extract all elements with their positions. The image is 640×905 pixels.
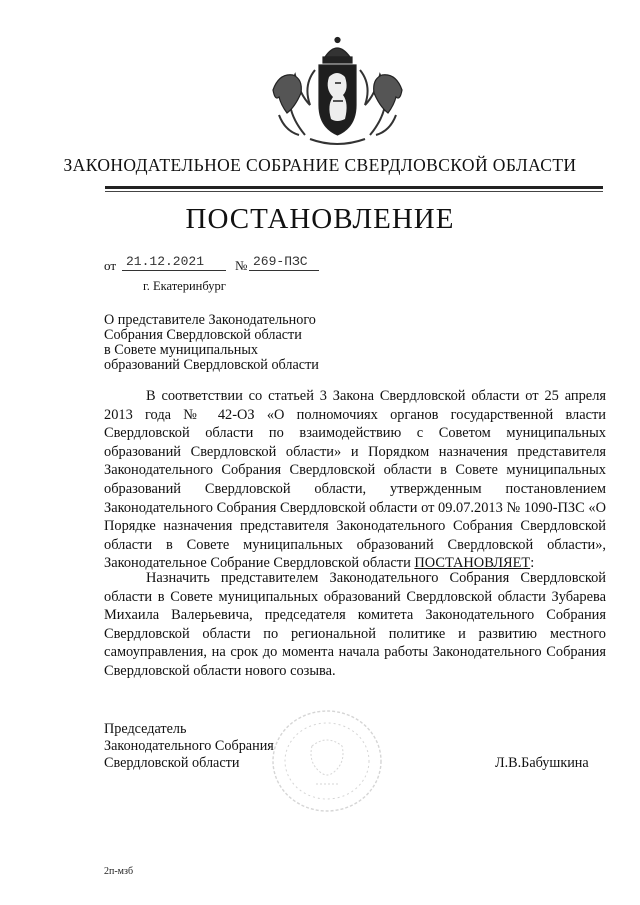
body-paragraph-preamble — [104, 387, 606, 573]
subject-block — [104, 313, 404, 373]
number-label: № — [235, 258, 248, 273]
subject-line: О представителе Законодательного — [104, 312, 316, 328]
coat-of-arms-emblem — [265, 35, 410, 153]
signatory-position-line: Свердловской области — [104, 755, 240, 771]
document-code: 2п-мзб — [104, 866, 134, 877]
resolves-keyword: ПОСТАНОВЛЯЕТ — [414, 555, 531, 572]
signatory-position-line: Председатель — [104, 721, 187, 737]
number-value: 269-ПЗС — [249, 254, 319, 271]
preamble-end: : — [530, 555, 535, 572]
organization-title: ЗАКОНОДАТЕЛЬНОЕ СОБРАНИЕ СВЕРДЛОВСКОЙ ОБЛАСТИ — [63, 155, 577, 175]
signatory-position-line: Законодательного Собрания — [104, 738, 274, 754]
header-divider-thick — [105, 186, 603, 189]
date-value: 21.12.2021 — [122, 254, 226, 271]
date-label: от — [104, 258, 117, 273]
document-type-heading: ПОСТАНОВЛЕНИЕ — [185, 203, 455, 235]
preamble-text: В соответствии со статьей 3 Закона Свердловской области от 25 апреля 2013 года № 42-ОЗ «О полномочиях органов государственной власти Свердловской области по взаимодействию с Советом муниципальных образований Свердловской области» и Порядком назначения представителя Законодательного Собрания Свердловской области в Совете муниципальных образований Свердловской области, утвержденным постановлением Законодательного Собрания Свердловской области от 09.07.2013 № 1090-ПЗС «О Порядке назначения представителя Законодательного Собрания Свердловской области в Совете муниципальных образований Свердловской области», Законодательное Собрание Свердловской области — [104, 388, 606, 572]
official-seal-stamp — [268, 706, 386, 816]
body-paragraph-appointment: Назначить представителем Законодательного Собрания Свердловской области в Совете муниципальных образований Свердловской области Зубарева Михаила Валерьевича, председателя комитета Законодательного Собрания Свердловской области по региональной политике и развитию местного самоуправления, на срок до момента начала работы Законодательного Собрания Свердловской области нового созыва. — [104, 570, 606, 679]
header-divider-thin — [105, 191, 603, 192]
subject-line: в Совете муниципальных — [104, 342, 258, 358]
subject-line: образований Свердловской области — [104, 357, 319, 373]
signatory-name: Л.В.Бабушкина — [495, 755, 589, 771]
subject-line: Собрания Свердловской области — [104, 327, 302, 343]
city-line: г. Екатеринбург — [143, 279, 226, 293]
